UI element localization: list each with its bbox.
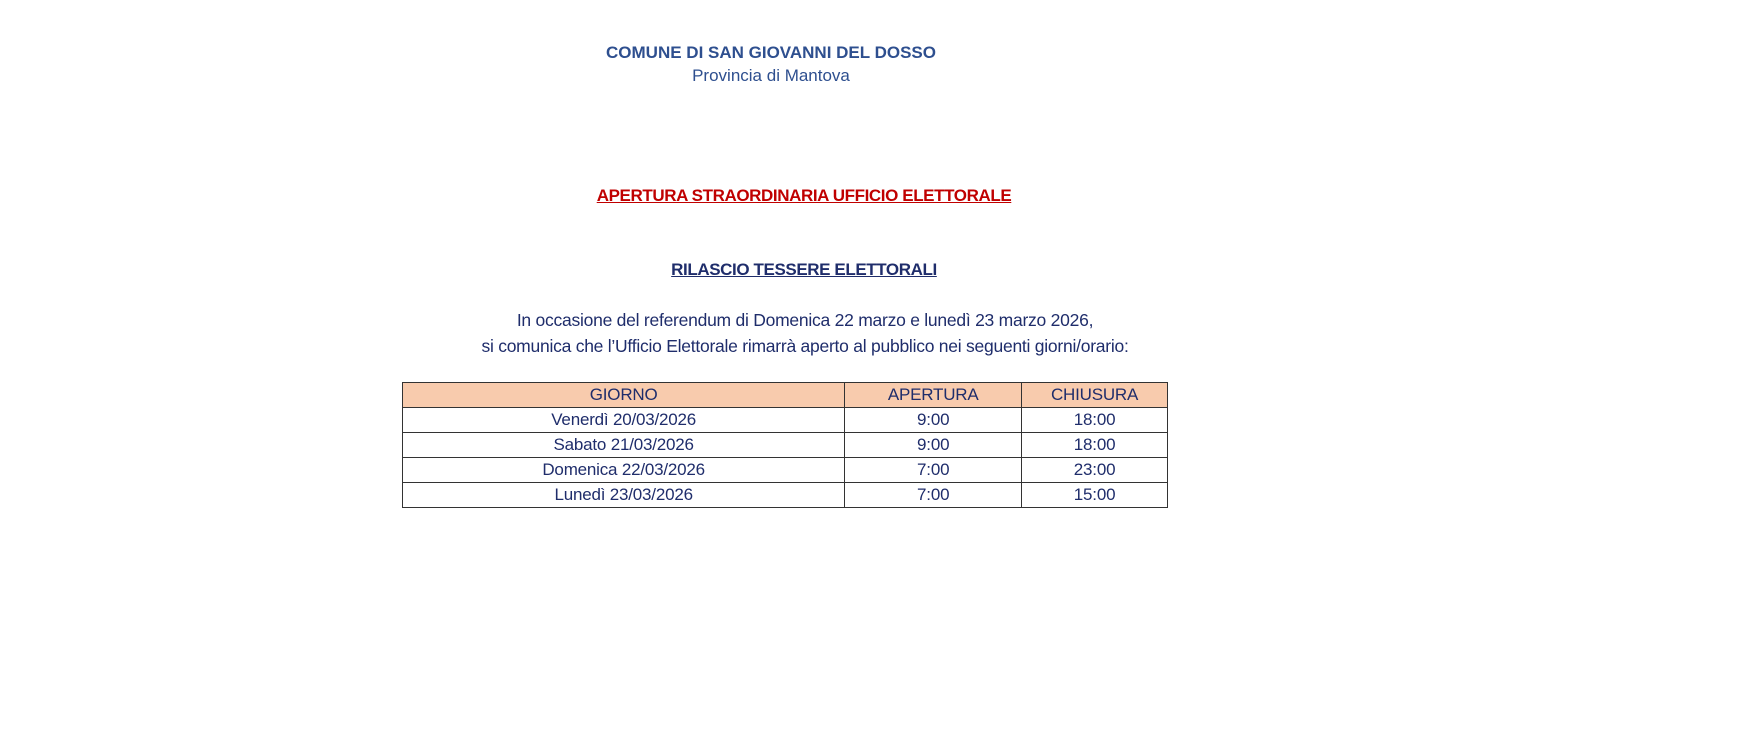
opening-cell: 7:00 (845, 458, 1022, 483)
table-row (403, 483, 1168, 508)
closing-cell: 15:00 (1022, 483, 1168, 508)
opening-cell: 9:00 (845, 433, 1022, 458)
day-cell: Lunedì 23/03/2026 (403, 483, 845, 508)
notice-text-line-1: In occasione del referendum di Domenica 22 marzo e lunedì 23 marzo 2026, (516, 310, 1094, 330)
opening-cell: 9:00 (845, 408, 1022, 433)
notice-text-line-2: si comunica che l’Ufficio Elettorale rimarrà aperto al pubblico nei seguenti giorni/orario: (481, 336, 1129, 356)
notice-subtitle: RILASCIO TESSERE ELETTORALI (671, 260, 937, 279)
opening-cell: 7:00 (845, 483, 1022, 508)
schedule-table (402, 382, 1168, 508)
table-row (403, 408, 1168, 433)
table-row (403, 433, 1168, 458)
column-header-giorno: GIORNO (403, 383, 845, 408)
table-header-row (403, 383, 1168, 408)
table-row (403, 458, 1168, 483)
column-header-chiusura: CHIUSURA (1022, 383, 1168, 408)
closing-cell: 18:00 (1022, 408, 1168, 433)
notice-title: APERTURA STRAORDINARIA UFFICIO ELETTORALE (596, 186, 1012, 205)
closing-cell: 18:00 (1022, 433, 1168, 458)
province-name: Provincia di Mantova (692, 66, 850, 85)
column-header-apertura: APERTURA (845, 383, 1022, 408)
day-cell: Domenica 22/03/2026 (403, 458, 845, 483)
municipality-name: COMUNE DI SAN GIOVANNI DEL DOSSO (606, 43, 936, 62)
day-cell: Sabato 21/03/2026 (403, 433, 845, 458)
closing-cell: 23:00 (1022, 458, 1168, 483)
day-cell: Venerdì 20/03/2026 (403, 408, 845, 433)
